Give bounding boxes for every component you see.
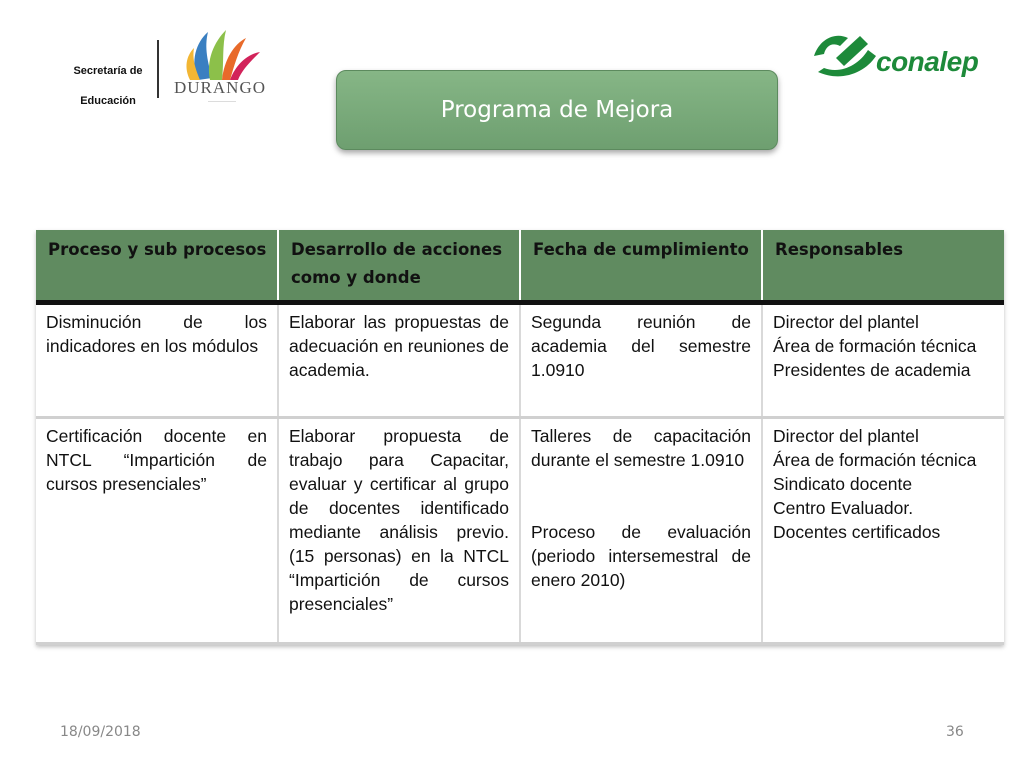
responsable-item: Área de formación técnica <box>773 450 977 470</box>
footer-date: 18/09/2018 <box>60 724 141 740</box>
improvement-table <box>36 230 1004 645</box>
responsable-item: Director del plantel <box>773 312 919 332</box>
durango-flame-icon <box>168 28 278 84</box>
durango-logo <box>168 28 278 104</box>
cell-proceso: Disminución de los indicadores en los módulos <box>36 303 278 418</box>
conalep-emblem-icon <box>810 28 882 80</box>
cell-fecha <box>520 303 762 418</box>
responsable-item: Área de formación técnica <box>773 336 977 356</box>
table-header-row <box>36 230 1004 303</box>
column-header-fecha: Fecha de cumplimiento <box>520 230 762 303</box>
fecha-item: Segunda reunión de academia del semestre 1.0910 <box>531 312 751 380</box>
column-header-responsables: Responsables <box>762 230 1004 303</box>
table-row <box>36 303 1004 418</box>
page-title: Programa de Mejora <box>440 97 674 123</box>
cell-proceso: Certificación docente en NTCL “Impartición de cursos presenciales” <box>36 418 278 644</box>
cell-desarrollo: Elaborar las propuestas de adecuación en reuniones de academia. <box>278 303 520 418</box>
conalep-wordmark: conalep <box>876 46 979 77</box>
durango-tagline: ——————— <box>208 98 236 103</box>
durango-wordmark: DURANGO <box>174 78 266 97</box>
spacer <box>531 472 751 520</box>
column-header-proceso: Proceso y sub procesos <box>36 230 278 303</box>
title-banner <box>336 70 778 150</box>
responsable-item: Sindicato docente <box>773 474 913 494</box>
cell-desarrollo: Elaborar propuesta de trabajo para Capacitar, evaluar y certificar al grupo de docentes identificado mediante análisis previo. (15 personas) en la NTCL “Impartición de cursos presenciales” <box>278 418 520 644</box>
cell-fecha <box>520 418 762 644</box>
responsable-item: Centro Evaluador. <box>773 498 914 518</box>
responsable-item: Docentes certificados <box>773 522 941 542</box>
secretaria-line-1: Secretaría de <box>73 65 143 77</box>
table-row <box>36 418 1004 644</box>
footer-page-number: 36 <box>946 724 964 740</box>
cell-responsables <box>762 418 1004 644</box>
header-divider <box>157 40 159 98</box>
fecha-item: Talleres de capacitación durante el semestre 1.0910 <box>531 426 751 470</box>
secretaria-line-2: Educación <box>80 95 136 107</box>
cell-responsables <box>762 303 1004 418</box>
column-header-desarrollo: Desarrollo de acciones como y donde <box>278 230 520 303</box>
responsable-item: Director del plantel <box>773 426 919 446</box>
conalep-logo <box>810 28 1000 88</box>
secretaria-label <box>58 56 158 116</box>
responsable-item: Presidentes de academia <box>773 360 971 380</box>
fecha-item: Proceso de evaluación (periodo intersemestral de enero 2010) <box>531 522 751 590</box>
